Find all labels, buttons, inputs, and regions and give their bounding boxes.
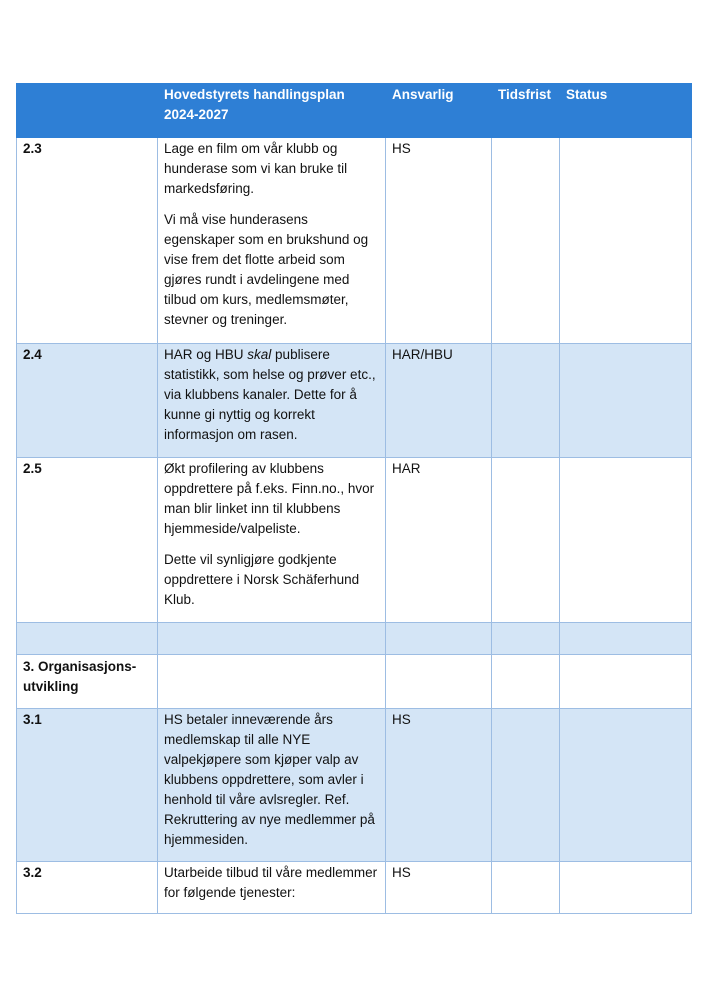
paragraph: Økt profilering av klubbens oppdrettere på f.eks. Finn.no., hvor man blir linket inn til klubbens hjemmeside/valpeliste. xyxy=(164,461,375,536)
item-number: 3.2 xyxy=(17,862,158,914)
table-row xyxy=(17,458,692,623)
item-deadline xyxy=(492,862,560,914)
item-status xyxy=(560,709,692,862)
header-plan-title: Hovedstyrets handlingsplan 2024-2027 xyxy=(158,84,386,138)
action-plan-table xyxy=(16,83,692,914)
item-status xyxy=(560,344,692,458)
section-row xyxy=(17,655,692,709)
item-deadline xyxy=(492,655,560,709)
header-deadline: Tidsfrist xyxy=(492,84,560,138)
paragraph: Dette vil synligjøre godkjente oppdrettere i Norsk Schäferhund Klub. xyxy=(164,552,360,607)
item-status xyxy=(560,655,692,709)
item-number xyxy=(17,623,158,655)
item-deadline xyxy=(492,623,560,655)
item-description xyxy=(158,344,386,458)
item-responsible: HAR xyxy=(386,458,492,623)
table-row xyxy=(17,709,692,862)
header-responsible: Ansvarlig xyxy=(386,84,492,138)
table-row xyxy=(17,138,692,344)
paragraph: Lage en film om vår klubb og hunderase som vi kan bruke til markedsføring. xyxy=(164,141,348,196)
item-responsible: HS xyxy=(386,862,492,914)
item-responsible xyxy=(386,623,492,655)
table-row xyxy=(17,862,692,914)
item-description xyxy=(158,655,386,709)
header-number xyxy=(17,84,158,138)
item-description xyxy=(158,623,386,655)
table-header-row xyxy=(17,84,692,138)
item-number: 2.3 xyxy=(17,138,158,344)
item-status xyxy=(560,623,692,655)
item-number: 2.4 xyxy=(17,344,158,458)
item-status xyxy=(560,138,692,344)
table-row xyxy=(17,623,692,655)
table-row xyxy=(17,344,692,458)
item-responsible: HS xyxy=(386,709,492,862)
item-deadline xyxy=(492,344,560,458)
header-status: Status xyxy=(560,84,692,138)
item-description xyxy=(158,458,386,623)
paragraph: Vi må vise hunderasens egenskaper som en brukshund og vise frem det flotte arbeid som gjøres rundt i avdelingene med tilbud om kurs, medlemsmøter, stevner og treninger. xyxy=(164,212,369,327)
item-description xyxy=(158,138,386,344)
text-part: HAR og HBU xyxy=(164,347,248,362)
item-responsible xyxy=(386,655,492,709)
item-status xyxy=(560,862,692,914)
item-deadline xyxy=(492,458,560,623)
text-part: publisere statistikk, som helse og prøver etc., via klubbens kanaler. Dette for å kunne gi nyttig og korrekt informasjon om rasen. xyxy=(164,347,376,442)
item-responsible: HAR/HBU xyxy=(386,344,492,458)
item-status xyxy=(560,458,692,623)
item-description: Utarbeide tilbud til våre medlemmer for følgende tjenester: xyxy=(158,862,386,914)
section-title: 3. Organisasjons-utvikling xyxy=(17,655,158,709)
item-number: 3.1 xyxy=(17,709,158,862)
item-deadline xyxy=(492,709,560,862)
item-number: 2.5 xyxy=(17,458,158,623)
item-responsible: HS xyxy=(386,138,492,344)
emphasis-text: skal xyxy=(247,347,272,362)
item-deadline xyxy=(492,138,560,344)
item-description: HS betaler inneværende års medlemskap til alle NYE valpekjøpere som kjøper valp av klubbens oppdrettere, som avler i henhold til våre avlsregler. Ref. Rekruttering av nye medlemmer på hjemmesiden. xyxy=(158,709,386,862)
